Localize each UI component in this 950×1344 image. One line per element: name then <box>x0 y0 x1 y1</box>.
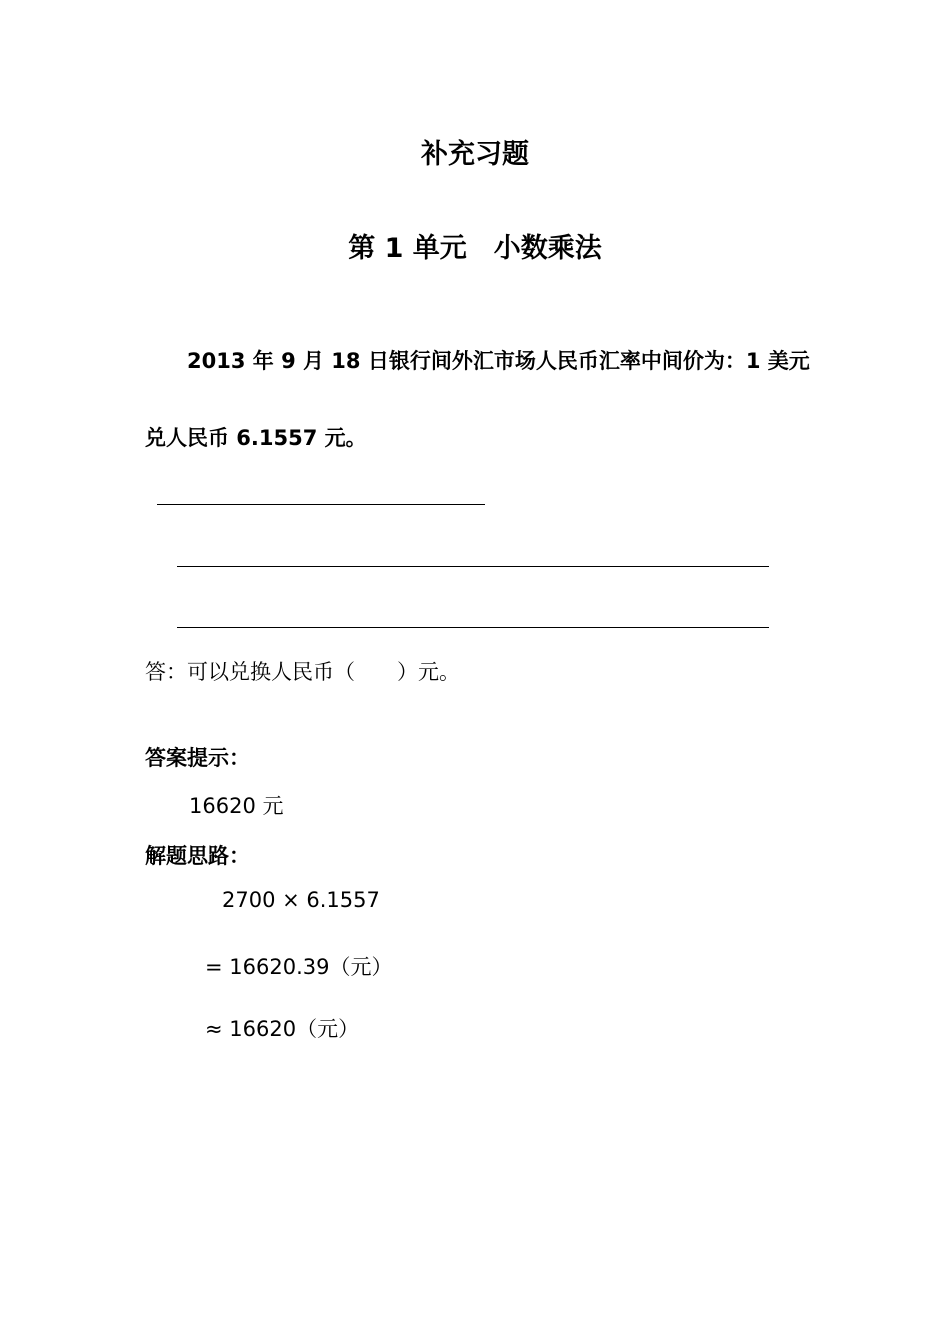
answer-blank-line-3 <box>177 627 769 628</box>
answer-prompt: 答：可以兑换人民币（ ）元。 <box>145 660 460 684</box>
unit-title: 第 1 单元 小数乘法 <box>348 233 602 264</box>
solution-step-1: 2700 × 6.1557 <box>222 888 380 912</box>
problem-line-1: 2013 年 9 月 18 日银行间外汇市场人民币汇率中间价为：1 美元 <box>187 349 810 373</box>
hint-value: 16620 元 <box>189 794 284 818</box>
answer-blank-line-2 <box>177 566 769 567</box>
hint-label: 答案提示： <box>145 746 250 770</box>
approach-label: 解题思路： <box>145 844 250 868</box>
problem-line-2: 兑人民币 6.1557 元。 <box>145 426 367 450</box>
answer-blank-line-1 <box>157 504 485 505</box>
page-title: 补充习题 <box>421 139 529 170</box>
solution-step-3: ≈ 16620（元） <box>205 1017 360 1041</box>
solution-step-2: = 16620.39（元） <box>205 955 393 979</box>
